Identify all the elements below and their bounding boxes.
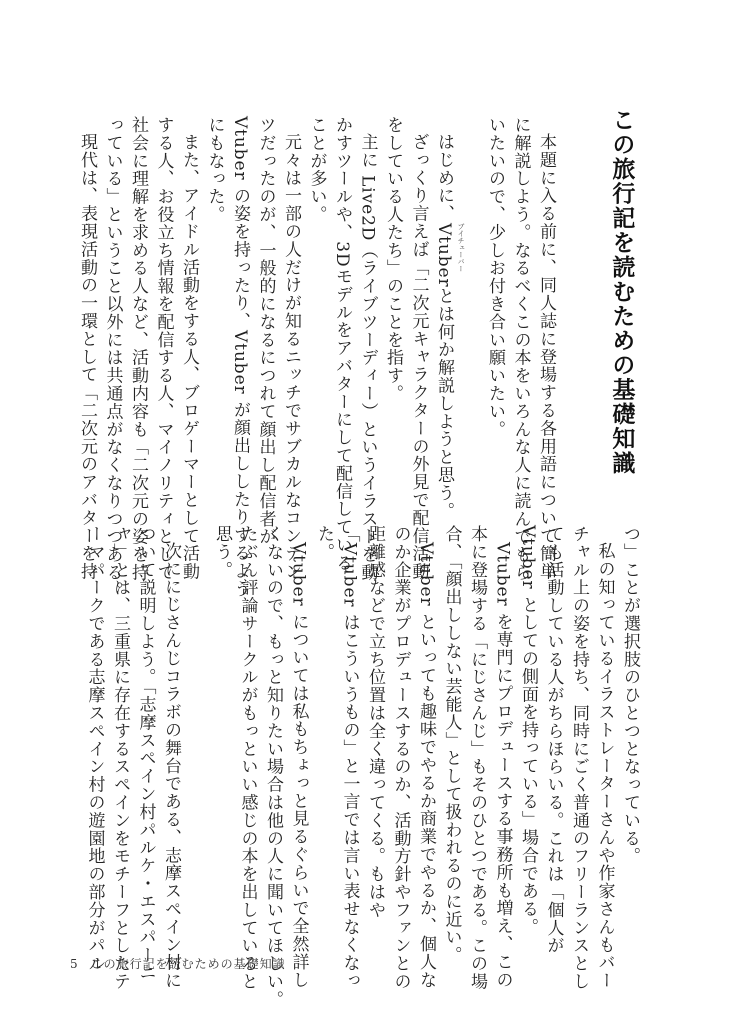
paragraph-line: Vtuber については私もちょっと見るぐらいで全然詳し — [288, 542, 309, 989]
paragraph-line: っている」ということ以外には共通点がなくなりつつある。 — [102, 116, 123, 600]
paragraph-line: ついて説明しよう。「志摩スペイン村パルケ・エスパーニ — [135, 525, 156, 982]
paragraph-line: のか企業がプロデュースするのか、活動方針やファンとの — [390, 525, 411, 991]
ruby-word — [434, 222, 465, 288]
paragraph-line: 合、「顔出ししない芸能人」として扱われるのに近い。 — [441, 525, 462, 964]
section-title: この旅行記を読むための基礎知識 — [608, 108, 635, 476]
paragraph-line: Vtuber といっても趣味でやるか商業でやるか、個人な — [416, 542, 436, 989]
paragraph-line: 「Vtuber はこういうもの」と一言では言い表せなくなっ — [339, 525, 360, 990]
paragraph-line: ざっくり言えば「二次元キャラクターの外見で配信活動 — [408, 133, 429, 581]
paragraph-line: チャル上の姿を持ち、同時にごく普通のフリーランスとし — [569, 525, 589, 991]
ruby-base: Vtuber — [434, 222, 454, 288]
line-text: とは何か解説しようと思う。 — [434, 287, 454, 520]
paragraph-line: Vtuber の姿を持ったり、Vtuber が顔出ししたりするよう — [230, 116, 250, 598]
paragraph-line: ャ」とは、三重県に存在するスペインをモチーフとしたテ — [110, 525, 130, 991]
paragraph-spacer — [456, 116, 482, 491]
paragraph-line: 主に Live2D（ライブツーディー）というイラストを動 — [357, 133, 378, 582]
paragraph-line-with-ruby — [431, 116, 465, 520]
paragraph-line: Vtuber を専門にプロデュースする事務所も増え、この — [492, 542, 513, 989]
ruby-annotation: ブイチューバー — [457, 222, 465, 272]
paragraph-line: 距離感などで立ち位置は全く違ってくる。もはや — [365, 525, 385, 919]
paragraph-line: いたいので、少しお付き合い願いたい。 — [485, 116, 505, 439]
paragraph-line: 元々は一部の人だけが知るニッチでサブカルなコンテン — [281, 133, 301, 581]
paragraph-line: 次ににじさんじコラボの舞台である、志摩スペイン村に — [161, 542, 181, 990]
upper-text-tier — [74, 116, 559, 600]
paragraph-line: をしている人たち」のことを指す。 — [383, 116, 403, 403]
paragraph-line: くないので、もっと知りたい場合は他の人に聞いてほしい。 — [263, 525, 283, 1009]
paragraph-line: 思う。 — [212, 525, 232, 579]
paragraph-line: ツだったのが、一般的になるにつれて顔出し配信者が — [255, 116, 276, 546]
paragraph-line: 現代は、表現活動の一環として「二次元のアバターを持 — [77, 133, 97, 581]
paragraph-line: かすツールや、3Dモデルをアバターにして配信している — [332, 116, 352, 572]
running-head: この旅行記を読むための基礎知識 — [90, 957, 286, 971]
paragraph-line: ーマパークである志摩スペイン村の遊園地の部分がパル — [84, 525, 105, 973]
paragraph-line: Vtuber としての側面を持っている」場合である。 — [518, 525, 538, 936]
paragraph-line: つ」ことが選択肢のひとつとなっている。 — [620, 525, 640, 866]
paragraph-line: する人、お役立ち情報を配信する人、マイノリティとして — [153, 116, 174, 582]
paragraph-line: にもなった。 — [204, 116, 225, 224]
paragraph-line: ても活動している人がちらほらいる。これは「個人が — [543, 525, 564, 955]
paragraph-line: 社会に理解を求める人など、活動内容も「二次元の姿を持 — [128, 116, 148, 582]
paragraph-line: ことが多い。 — [306, 116, 327, 224]
paragraph-line: たぶん評論サークルがもっといい感じの本を出していると — [237, 525, 258, 991]
paragraph-line: また、アイドル活動をする人、ブロゲーマーとして活動 — [179, 133, 199, 581]
paragraph-spacer — [183, 525, 209, 925]
line-text: はじめに、 — [434, 133, 454, 223]
paragraph-line: 本題に入る前に、同人誌に登場する各用語について簡単 — [536, 133, 556, 581]
paragraph-line: に解説しよう。なるべくこの本をいろんな人に読んでもら — [510, 116, 531, 582]
page-number: 5 — [70, 957, 79, 971]
paragraph-line: 私の知っているイラストレーターさんや作家さんもバー — [594, 542, 615, 990]
paragraph-line: 本に登場する「にじさんじ」もそのひとつである。この場 — [467, 525, 487, 991]
page-footer — [70, 955, 286, 972]
paragraph-line: た。 — [314, 525, 334, 561]
